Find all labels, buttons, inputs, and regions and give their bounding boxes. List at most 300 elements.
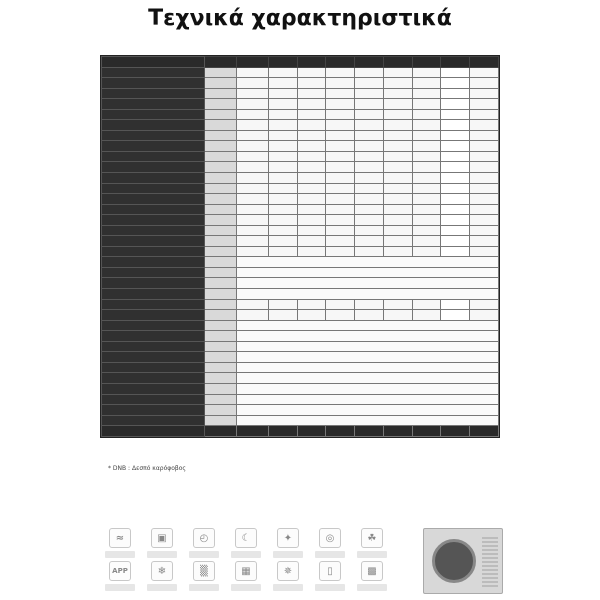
spec-value-cell: [236, 299, 268, 310]
spec-subcategory-cell: [205, 426, 237, 437]
spec-row-label: [102, 236, 205, 247]
spec-row-label: [102, 162, 205, 173]
spec-value-cell: [412, 215, 441, 226]
spec-value-cell: [441, 204, 470, 215]
app-icon: APP: [109, 561, 131, 581]
spec-value-cell: [412, 130, 441, 141]
spec-merged-cell: [236, 394, 498, 405]
spec-model-header: [297, 57, 326, 68]
spec-subcategory-cell: [205, 362, 237, 373]
spec-value-cell: [470, 426, 499, 437]
spec-value-cell: [268, 67, 297, 78]
spec-value-cell: [470, 151, 499, 162]
spec-subcategory-cell: [205, 57, 237, 68]
spec-value-cell: [236, 162, 268, 173]
spec-subcategory-cell: [205, 194, 237, 205]
remote-icon: ▯: [319, 561, 341, 581]
spec-value-cell: [297, 173, 326, 184]
spec-value-cell: [268, 310, 297, 321]
spec-subcategory-cell: [205, 267, 237, 278]
spec-value-cell: [326, 246, 355, 257]
spec-row: [102, 352, 499, 363]
spec-value-cell: [268, 183, 297, 194]
spec-subcategory-cell: [205, 352, 237, 363]
spec-value-cell: [441, 310, 470, 321]
spec-row: [102, 331, 499, 342]
feature-caption: [315, 551, 345, 558]
spec-value-cell: [268, 141, 297, 152]
spec-model-header: [470, 57, 499, 68]
spec-value-cell: [326, 67, 355, 78]
spec-merged-cell: [236, 373, 498, 384]
feature-item: [353, 561, 391, 594]
spec-value-cell: [470, 236, 499, 247]
spec-model-header: [441, 57, 470, 68]
spec-row: [102, 310, 499, 321]
feature-item: [143, 528, 181, 561]
spec-row-label: [102, 320, 205, 331]
feature-item: [311, 528, 349, 561]
spec-value-cell: [441, 109, 470, 120]
spec-value-cell: [383, 141, 412, 152]
spec-value-cell: [355, 120, 384, 131]
spec-value-cell: [383, 215, 412, 226]
spec-value-cell: [383, 310, 412, 321]
spec-value-cell: [236, 173, 268, 184]
spec-subcategory-cell: [205, 151, 237, 162]
spec-subcategory-cell: [205, 183, 237, 194]
spec-merged-cell: [236, 320, 498, 331]
feature-caption: [147, 551, 177, 558]
spec-value-cell: [412, 246, 441, 257]
spec-value-cell: [383, 151, 412, 162]
spec-value-cell: [470, 99, 499, 110]
spec-row: [102, 394, 499, 405]
spec-row: [102, 151, 499, 162]
spec-value-cell: [355, 109, 384, 120]
spec-value-cell: [297, 67, 326, 78]
spec-value-cell: [355, 151, 384, 162]
spec-subcategory-cell: [205, 120, 237, 131]
feature-item: [269, 561, 307, 594]
spec-row-label: [102, 331, 205, 342]
spec-value-cell: [268, 173, 297, 184]
spec-row-label: [102, 204, 205, 215]
spec-subcategory-cell: [205, 225, 237, 236]
spec-value-cell: [412, 151, 441, 162]
spec-value-cell: [412, 204, 441, 215]
spec-merged-cell: [236, 257, 498, 268]
spec-value-cell: [268, 78, 297, 89]
spec-value-cell: [383, 236, 412, 247]
eco-icon: ☘: [361, 528, 383, 548]
spec-value-cell: [236, 204, 268, 215]
spec-subcategory-cell: [205, 109, 237, 120]
spec-value-cell: [383, 426, 412, 437]
spec-value-cell: [326, 299, 355, 310]
spec-value-cell: [326, 426, 355, 437]
feature-caption: [357, 584, 387, 591]
spec-value-cell: [355, 204, 384, 215]
spec-value-cell: [412, 99, 441, 110]
spec-value-cell: [297, 183, 326, 194]
spec-row-label: [102, 130, 205, 141]
spec-value-cell: [236, 194, 268, 205]
spec-merged-cell: [236, 405, 498, 416]
spec-value-cell: [412, 194, 441, 205]
spec-value-cell: [412, 173, 441, 184]
spec-value-cell: [441, 162, 470, 173]
spec-row-label: [102, 57, 205, 68]
spec-value-cell: [326, 141, 355, 152]
spec-row-label: [102, 67, 205, 78]
spec-row: [102, 215, 499, 226]
fan-speed-icon: ✵: [277, 561, 299, 581]
spec-model-header: [383, 57, 412, 68]
spec-value-cell: [383, 194, 412, 205]
spec-table-sheet: [100, 55, 500, 438]
spec-value-cell: [326, 310, 355, 321]
spec-value-cell: [268, 162, 297, 173]
spec-value-cell: [297, 162, 326, 173]
spec-value-cell: [441, 99, 470, 110]
spec-value-cell: [236, 99, 268, 110]
spec-row-label: [102, 426, 205, 437]
spec-value-cell: [412, 299, 441, 310]
antifreeze-icon: ❄: [151, 561, 173, 581]
spec-table: [101, 56, 499, 437]
spec-row-label: [102, 352, 205, 363]
spec-value-cell: [470, 183, 499, 194]
spec-row-label: [102, 120, 205, 131]
spec-value-cell: [470, 78, 499, 89]
spec-value-cell: [470, 225, 499, 236]
spec-subcategory-cell: [205, 257, 237, 268]
spec-value-cell: [268, 120, 297, 131]
spec-value-cell: [297, 194, 326, 205]
spec-value-cell: [297, 78, 326, 89]
spec-value-cell: [470, 130, 499, 141]
feature-caption: [105, 551, 135, 558]
spec-value-cell: [268, 130, 297, 141]
spec-subcategory-cell: [205, 383, 237, 394]
spec-row: [102, 267, 499, 278]
page-title: Τεχνικά χαρακτηριστικά: [148, 6, 452, 31]
spec-row: [102, 341, 499, 352]
spec-row-label: [102, 109, 205, 120]
spec-merged-cell: [236, 289, 498, 300]
spec-value-cell: [412, 67, 441, 78]
spec-value-cell: [236, 130, 268, 141]
spec-row: [102, 78, 499, 89]
spec-row: [102, 204, 499, 215]
heat-wave-icon: ≈: [109, 528, 131, 548]
spec-row-label: [102, 257, 205, 268]
spec-value-cell: [297, 99, 326, 110]
spec-value-cell: [441, 299, 470, 310]
feature-item: [185, 528, 223, 561]
feature-item: [227, 528, 265, 561]
spec-row-label: [102, 99, 205, 110]
spec-row: [102, 141, 499, 152]
spec-merged-cell: [236, 383, 498, 394]
spec-row-label: [102, 78, 205, 89]
feature-caption: [273, 551, 303, 558]
spec-value-cell: [326, 78, 355, 89]
calendar-icon: ▦: [235, 561, 257, 581]
spec-value-cell: [268, 151, 297, 162]
spec-value-cell: [383, 120, 412, 131]
spec-merged-cell: [236, 341, 498, 352]
spec-row: [102, 383, 499, 394]
spec-subcategory-cell: [205, 130, 237, 141]
spec-row: [102, 173, 499, 184]
spec-value-cell: [355, 183, 384, 194]
spec-value-cell: [412, 310, 441, 321]
spec-value-cell: [383, 299, 412, 310]
outdoor-unit-image: [423, 528, 503, 594]
spec-value-cell: [470, 246, 499, 257]
spec-model-header: [412, 57, 441, 68]
spec-value-cell: [412, 109, 441, 120]
spec-value-cell: [470, 310, 499, 321]
spec-value-cell: [326, 109, 355, 120]
spec-value-cell: [470, 194, 499, 205]
spec-value-cell: [412, 225, 441, 236]
spec-value-cell: [355, 215, 384, 226]
spec-row: [102, 299, 499, 310]
spec-subcategory-cell: [205, 78, 237, 89]
spec-table-body: [102, 57, 499, 437]
spec-value-cell: [236, 120, 268, 131]
spec-row-label: [102, 141, 205, 152]
spec-value-cell: [297, 215, 326, 226]
spec-value-cell: [383, 78, 412, 89]
spec-row-label: [102, 405, 205, 416]
spec-row-label: [102, 88, 205, 99]
spec-value-cell: [441, 225, 470, 236]
spec-merged-cell: [236, 278, 498, 289]
spec-value-cell: [236, 151, 268, 162]
spec-value-cell: [268, 215, 297, 226]
spec-value-cell: [441, 130, 470, 141]
spec-subcategory-cell: [205, 204, 237, 215]
filter-icon: ▒: [193, 561, 215, 581]
spec-value-cell: [236, 225, 268, 236]
feature-item: [185, 561, 223, 594]
spec-value-cell: [355, 162, 384, 173]
spec-value-cell: [470, 141, 499, 152]
spec-value-cell: [326, 215, 355, 226]
spec-value-cell: [268, 426, 297, 437]
spec-value-cell: [412, 236, 441, 247]
spec-row-label: [102, 373, 205, 384]
spec-value-cell: [297, 130, 326, 141]
spec-model-header: [326, 57, 355, 68]
spec-value-cell: [326, 183, 355, 194]
spec-subcategory-cell: [205, 373, 237, 384]
spec-value-cell: [355, 194, 384, 205]
spec-value-cell: [297, 426, 326, 437]
spec-value-cell: [236, 67, 268, 78]
spec-row-label: [102, 151, 205, 162]
side-grille: [482, 537, 498, 587]
spec-value-cell: [326, 194, 355, 205]
feature-item: [143, 561, 181, 594]
spec-value-cell: [383, 225, 412, 236]
spec-row: [102, 320, 499, 331]
spec-row-label: [102, 173, 205, 184]
spec-row-label: [102, 362, 205, 373]
spec-subcategory-cell: [205, 67, 237, 78]
spec-value-cell: [236, 78, 268, 89]
spec-value-cell: [383, 183, 412, 194]
spec-row: [102, 246, 499, 257]
spec-value-cell: [355, 78, 384, 89]
spec-value-cell: [470, 67, 499, 78]
spec-value-cell: [412, 120, 441, 131]
sleep-mode-icon: ☾: [235, 528, 257, 548]
spec-value-cell: [383, 99, 412, 110]
spec-value-cell: [297, 246, 326, 257]
spec-row: [102, 67, 499, 78]
spec-subcategory-cell: [205, 289, 237, 300]
spec-value-cell: [236, 426, 268, 437]
feature-caption: [105, 584, 135, 591]
spec-value-cell: [297, 120, 326, 131]
spec-subcategory-cell: [205, 278, 237, 289]
spec-row-label: [102, 215, 205, 226]
spec-row: [102, 426, 499, 437]
spec-value-cell: [268, 99, 297, 110]
spec-value-cell: [236, 236, 268, 247]
feature-item: [101, 528, 139, 561]
spec-value-cell: [236, 88, 268, 99]
spec-value-cell: [268, 109, 297, 120]
spec-row: [102, 257, 499, 268]
spec-value-cell: [297, 88, 326, 99]
spec-value-cell: [470, 299, 499, 310]
spec-value-cell: [355, 99, 384, 110]
spec-value-cell: [355, 246, 384, 257]
spec-value-cell: [326, 88, 355, 99]
spec-merged-cell: [236, 352, 498, 363]
feature-caption: [315, 584, 345, 591]
spec-value-cell: [326, 225, 355, 236]
spec-merged-cell: [236, 331, 498, 342]
spec-row: [102, 194, 499, 205]
spec-row: [102, 289, 499, 300]
spec-value-cell: [297, 109, 326, 120]
spec-subcategory-cell: [205, 88, 237, 99]
spec-header-row: [102, 57, 499, 68]
spec-value-cell: [326, 204, 355, 215]
spec-subcategory-cell: [205, 320, 237, 331]
spec-merged-cell: [236, 415, 498, 426]
spec-row: [102, 278, 499, 289]
spec-row: [102, 99, 499, 110]
spec-value-cell: [441, 120, 470, 131]
spec-value-cell: [297, 236, 326, 247]
spec-subcategory-cell: [205, 405, 237, 416]
spec-row-label: [102, 267, 205, 278]
feature-item: [353, 528, 391, 561]
spec-row: [102, 362, 499, 373]
spec-value-cell: [268, 204, 297, 215]
spec-value-cell: [355, 225, 384, 236]
feature-item: [101, 561, 139, 594]
spec-value-cell: [236, 215, 268, 226]
spec-row-label: [102, 194, 205, 205]
spec-value-cell: [383, 109, 412, 120]
spec-value-cell: [383, 246, 412, 257]
spec-value-cell: [297, 151, 326, 162]
feature-caption: [189, 551, 219, 558]
spec-row-label: [102, 341, 205, 352]
feature-caption: [231, 584, 261, 591]
spec-value-cell: [355, 67, 384, 78]
spec-row: [102, 415, 499, 426]
spec-value-cell: [268, 299, 297, 310]
spec-row: [102, 236, 499, 247]
spec-value-cell: [355, 299, 384, 310]
smart-grid-icon: ▩: [361, 561, 383, 581]
spec-row: [102, 405, 499, 416]
compressor-icon: ▣: [151, 528, 173, 548]
feature-caption: [147, 584, 177, 591]
spec-value-cell: [383, 173, 412, 184]
spec-value-cell: [412, 426, 441, 437]
spec-value-cell: [441, 426, 470, 437]
spec-value-cell: [441, 78, 470, 89]
spec-value-cell: [470, 120, 499, 131]
spec-value-cell: [326, 162, 355, 173]
spec-subcategory-cell: [205, 394, 237, 405]
spec-model-header: [355, 57, 384, 68]
spec-subcategory-cell: [205, 415, 237, 426]
spec-value-cell: [355, 310, 384, 321]
spec-value-cell: [355, 426, 384, 437]
feature-caption: [189, 584, 219, 591]
spec-value-cell: [326, 99, 355, 110]
spec-value-cell: [441, 246, 470, 257]
spec-subcategory-cell: [205, 141, 237, 152]
spec-value-cell: [297, 310, 326, 321]
spec-row-label: [102, 299, 205, 310]
spec-subcategory-cell: [205, 246, 237, 257]
spec-value-cell: [355, 173, 384, 184]
spec-subcategory-cell: [205, 173, 237, 184]
spec-row-label: [102, 289, 205, 300]
spec-value-cell: [470, 204, 499, 215]
spec-value-cell: [268, 246, 297, 257]
spec-value-cell: [297, 299, 326, 310]
spec-value-cell: [383, 204, 412, 215]
spec-value-cell: [326, 236, 355, 247]
spec-value-cell: [441, 194, 470, 205]
spec-subcategory-cell: [205, 236, 237, 247]
spec-row-label: [102, 278, 205, 289]
spec-value-cell: [383, 88, 412, 99]
spec-model-header: [268, 57, 297, 68]
spec-row: [102, 162, 499, 173]
spec-value-cell: [441, 67, 470, 78]
spec-subcategory-cell: [205, 331, 237, 342]
spec-row: [102, 88, 499, 99]
spec-value-cell: [441, 151, 470, 162]
spec-value-cell: [441, 215, 470, 226]
spec-value-cell: [268, 225, 297, 236]
